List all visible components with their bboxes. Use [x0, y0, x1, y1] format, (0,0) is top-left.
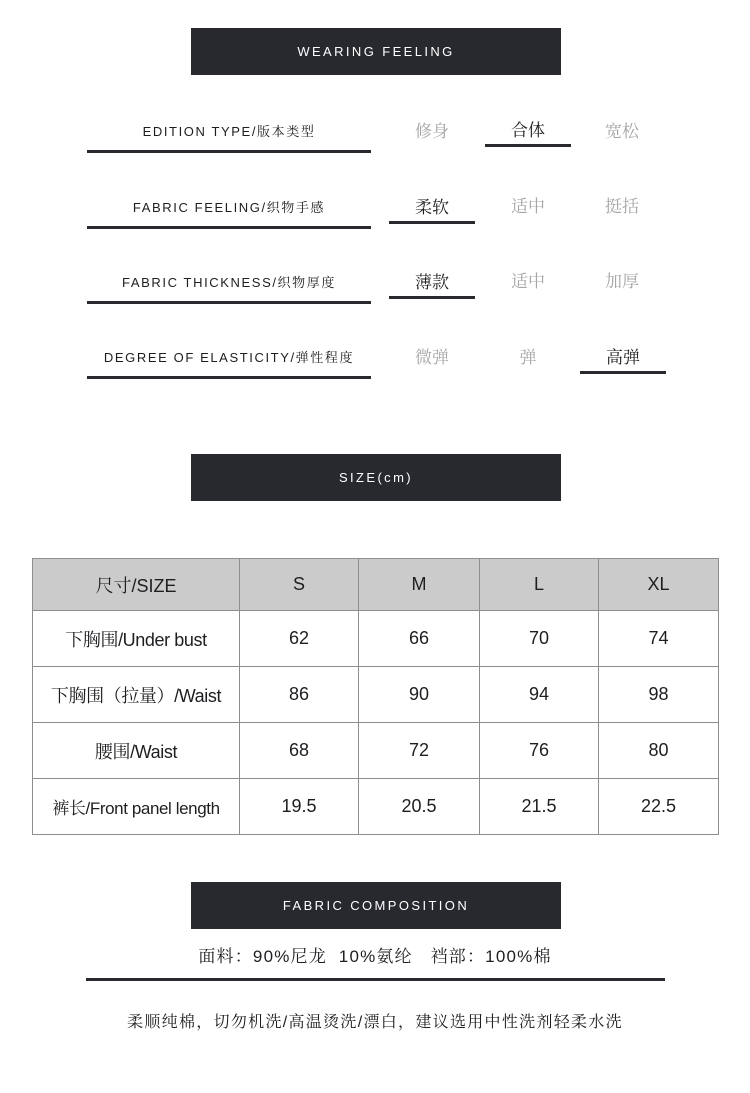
edition-type-label: EDITION TYPE/版本类型 [87, 123, 371, 153]
table-cell: 66 [359, 611, 480, 667]
fabric-thickness-label: FABRIC THICKNESS/织物厚度 [87, 274, 371, 304]
table-cell: 86 [240, 667, 359, 723]
table-cell: 76 [480, 723, 599, 779]
table-cell: 68 [240, 723, 359, 779]
composition-text: 面料：90%尼龙 10%氨纶 裆部：100%棉 [198, 947, 552, 966]
size-table [32, 558, 719, 835]
elasticity-option-slight: 微弹 [415, 348, 449, 367]
table-cell: 22.5 [599, 779, 719, 835]
elasticity-option-high: 高弹 [580, 347, 666, 374]
table-row [33, 779, 719, 835]
wearing-feeling-banner: WEARING FEELING [191, 28, 561, 75]
table-cell: 94 [480, 667, 599, 723]
table-cell: 74 [599, 611, 719, 667]
row-label: 下胸围（拉量）/Waist [33, 667, 240, 723]
size-banner: SIZE(cm) [191, 454, 561, 501]
table-cell: 98 [599, 667, 719, 723]
header-m: M [359, 559, 480, 611]
elasticity-option-elastic: 弹 [519, 348, 537, 367]
thickness-option-thick: 加厚 [605, 272, 639, 291]
thickness-option-thin: 薄款 [389, 272, 475, 299]
row-label: 下胸围/Under bust [33, 611, 240, 667]
table-cell: 21.5 [480, 779, 599, 835]
fabric-feeling-label: FABRIC FEELING/织物手感 [87, 199, 371, 229]
table-cell: 20.5 [359, 779, 480, 835]
care-instructions: 柔顺纯棉，切勿机洗/高温烫洗/漂白，建议选用中性洗剂轻柔水洗 [127, 1014, 623, 1031]
table-cell: 90 [359, 667, 480, 723]
edition-option-slim: 修身 [415, 122, 449, 141]
header-s: S [240, 559, 359, 611]
table-cell: 80 [599, 723, 719, 779]
table-row [33, 611, 719, 667]
edition-option-regular: 合体 [485, 120, 571, 147]
header-l: L [480, 559, 599, 611]
thickness-option-medium: 适中 [511, 272, 545, 291]
table-row [33, 723, 719, 779]
header-size: 尺寸/SIZE [33, 559, 240, 611]
size-table-header [33, 559, 719, 611]
fabric-feeling-option-crisp: 挺括 [605, 197, 639, 216]
table-cell: 62 [240, 611, 359, 667]
table-row [33, 667, 719, 723]
edition-option-loose: 宽松 [605, 122, 639, 141]
fabric-feeling-option-soft: 柔软 [389, 197, 475, 224]
header-xl: XL [599, 559, 719, 611]
elasticity-label: DEGREE OF ELASTICITY/弹性程度 [87, 349, 371, 379]
row-label: 裤长/Front panel length [33, 779, 240, 835]
fabric-feeling-option-medium: 适中 [511, 197, 545, 216]
table-cell: 19.5 [240, 779, 359, 835]
divider [86, 978, 665, 981]
table-cell: 72 [359, 723, 480, 779]
table-cell: 70 [480, 611, 599, 667]
row-label: 腰围/Waist [33, 723, 240, 779]
fabric-composition-banner: FABRIC COMPOSITION [191, 882, 561, 929]
